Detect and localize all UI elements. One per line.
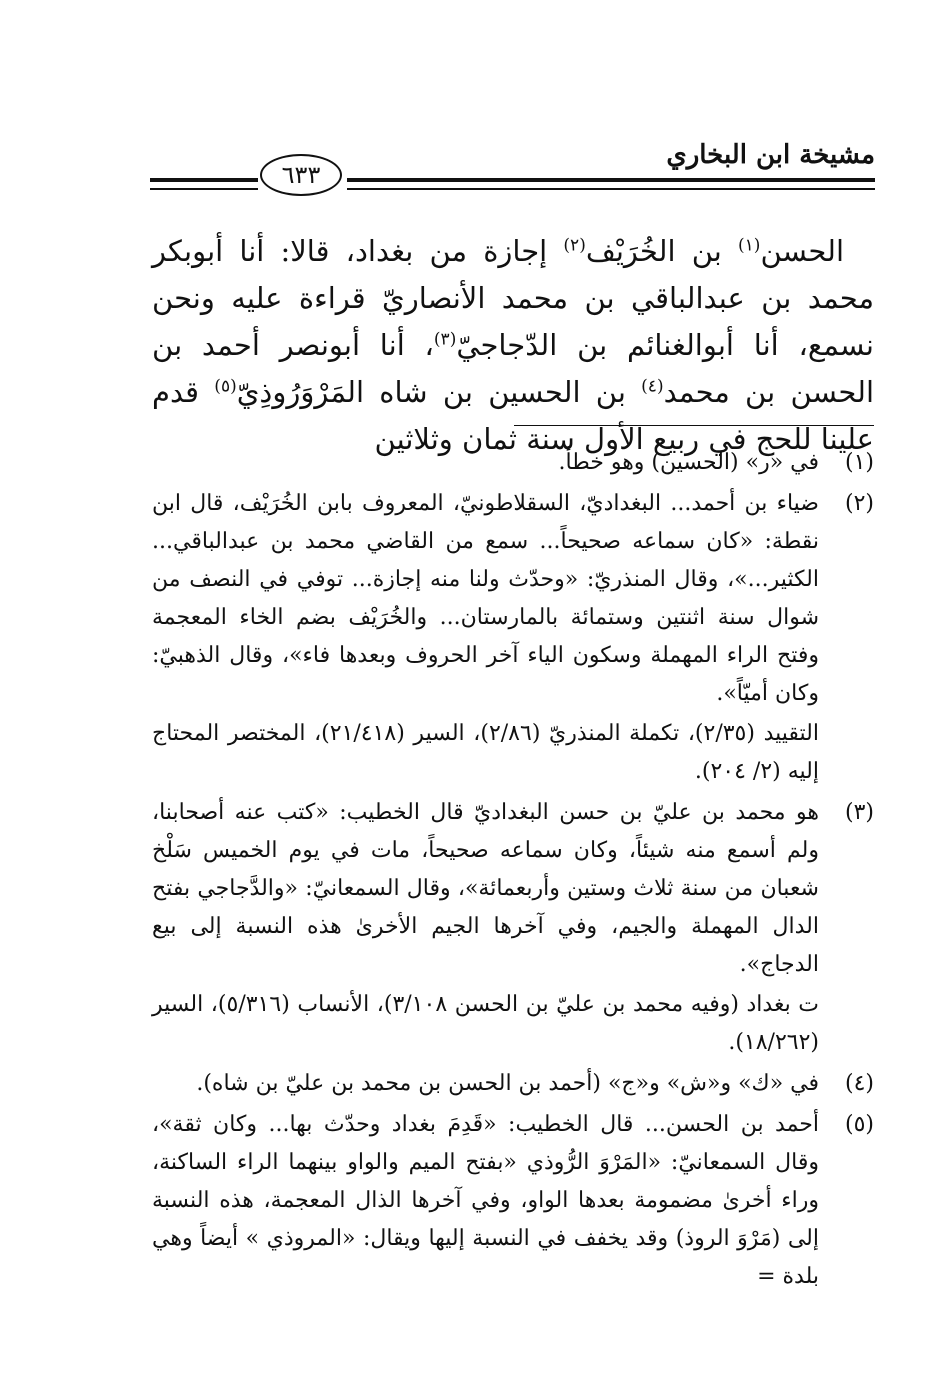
footnote-number: (١) (844, 450, 874, 475)
header-rule-thick (347, 178, 875, 182)
footnote-ref: (١) (738, 235, 761, 256)
book-title: مشيخة ابن البخاري (666, 140, 875, 170)
footnote-text: أحمد بن الحسن... قال الخطيب: «قَدِمَ بغداد وحدّث بها... وكان ثقة»، وقال السمعانيّ: «المَرْوَ الرُّوذي «بفتح الميم والواو بينهما الراء الساكنة، وراء أخرىٰ مضمومة بعدها الواو، وفي آخرها الذال المعجمة، هذه النسبة إلى (مَرْوَ الروذ) وقد يخفف في النسبة إليها ويقال: «المروذي » أيضاً وهي بلدة = (152, 1112, 819, 1289)
footnote-sources: التقييد (٢/٣٥)، تكملة المنذريّ (٢/٨٦)، السير (٢١/٤١٨)، المختصر المحتاج إليه (٢/ ٢٠٤). (152, 721, 819, 784)
header-rule-thick-left (150, 178, 258, 182)
footnote-number: (٢) (844, 491, 874, 516)
main-text (152, 228, 874, 463)
main-paragraph (152, 228, 874, 463)
page-header (150, 140, 875, 200)
footnote-text: في «ر» (الحسين) وهو خطأ. (558, 450, 819, 475)
footnote-4 (152, 1065, 874, 1103)
footnotes (152, 444, 874, 1299)
footnote-text: ضياء بن أحمد... البغداديّ، السقلاطونيّ، المعروف بابن الخُرَيْف، قال ابن نقطة: «كان سماعه صحيحاً... سمع من القاضي محمد بن عبدالباقي... الكثير...»، وقال المنذريّ: «وحدّث ولنا منه إجازة... توفي في النصف من شوال سنة اثنتين وستمائة بالمارستان... والخُرَيْف بضم الخاء المعجمة وفتح الراء المهملة وسكون الياء آخر الحروف وبعدها فاء»، وقال الذهبيّ: وكان أميّاً». (152, 491, 819, 706)
footnote-ref: (٤) (641, 376, 664, 397)
footnote-ref: (٥) (214, 376, 237, 397)
footnote-separator (514, 425, 874, 426)
footnote-number: (٤) (844, 1071, 874, 1096)
text-segment: بن الخُرَيْف (585, 234, 739, 268)
page-number: ٦٣٣ (260, 154, 342, 196)
footnote-number: (٣) (844, 800, 874, 825)
header-rule-thin-left (150, 188, 258, 190)
text-segment: إجازة من بغداد، قالا: أنا أبوبكر محمد بن عبدالباقي بن محمد الأنصاريّ قراءة عليه ونحن نسمع، أنا أبوالغنائم بن الدّجاجيّ (152, 234, 874, 362)
text-segment: بن الحسين بن شاه المَرْوَرُوذِيّ (236, 375, 642, 409)
footnote-number: (٥) (844, 1112, 874, 1137)
text-segment: الحسن (760, 234, 844, 268)
footnote-5 (152, 1106, 874, 1296)
footnote-ref: (٢) (563, 235, 586, 256)
footnote-ref: (٣) (433, 329, 457, 350)
text-segment: ، أنا أبونصر أحمد بن الحسن بن محمد (152, 328, 875, 409)
footnote-2 (152, 485, 874, 791)
footnote-1 (152, 444, 874, 482)
header-rule-thin (347, 188, 875, 190)
text-segment: قدم علينا للحج في ربيع الأول سنة ثمان وثلاثين (152, 375, 874, 456)
footnote-text: في «ك» و«ش» و«ج» (أحمد بن الحسن بن محمد بن عليّ بن شاه). (196, 1071, 819, 1096)
footnote-3 (152, 794, 874, 1062)
footnote-text: هو محمد بن عليّ بن حسن البغداديّ قال الخطيب: «كتب عنه أصحابنا، ولم أسمع منه شيئاً، وكان سماعه صحيحاً، مات في يوم الخميس سَلْخ شعبان من سنة ثلاث وستين وأربعمائة»، وقال السمعانيّ: «والدَّجاجي بفتح الدال المهملة والجيم، وفي آخرها الجيم الأخرىٰ هذه النسبة إلى بيع الدجاج». (152, 800, 819, 977)
footnote-sources: ت بغداد (وفيه محمد بن عليّ بن الحسن ٣/١٠٨)، الأنساب (٥/٣١٦)، السير (١٨/٢٦٢). (152, 992, 820, 1055)
